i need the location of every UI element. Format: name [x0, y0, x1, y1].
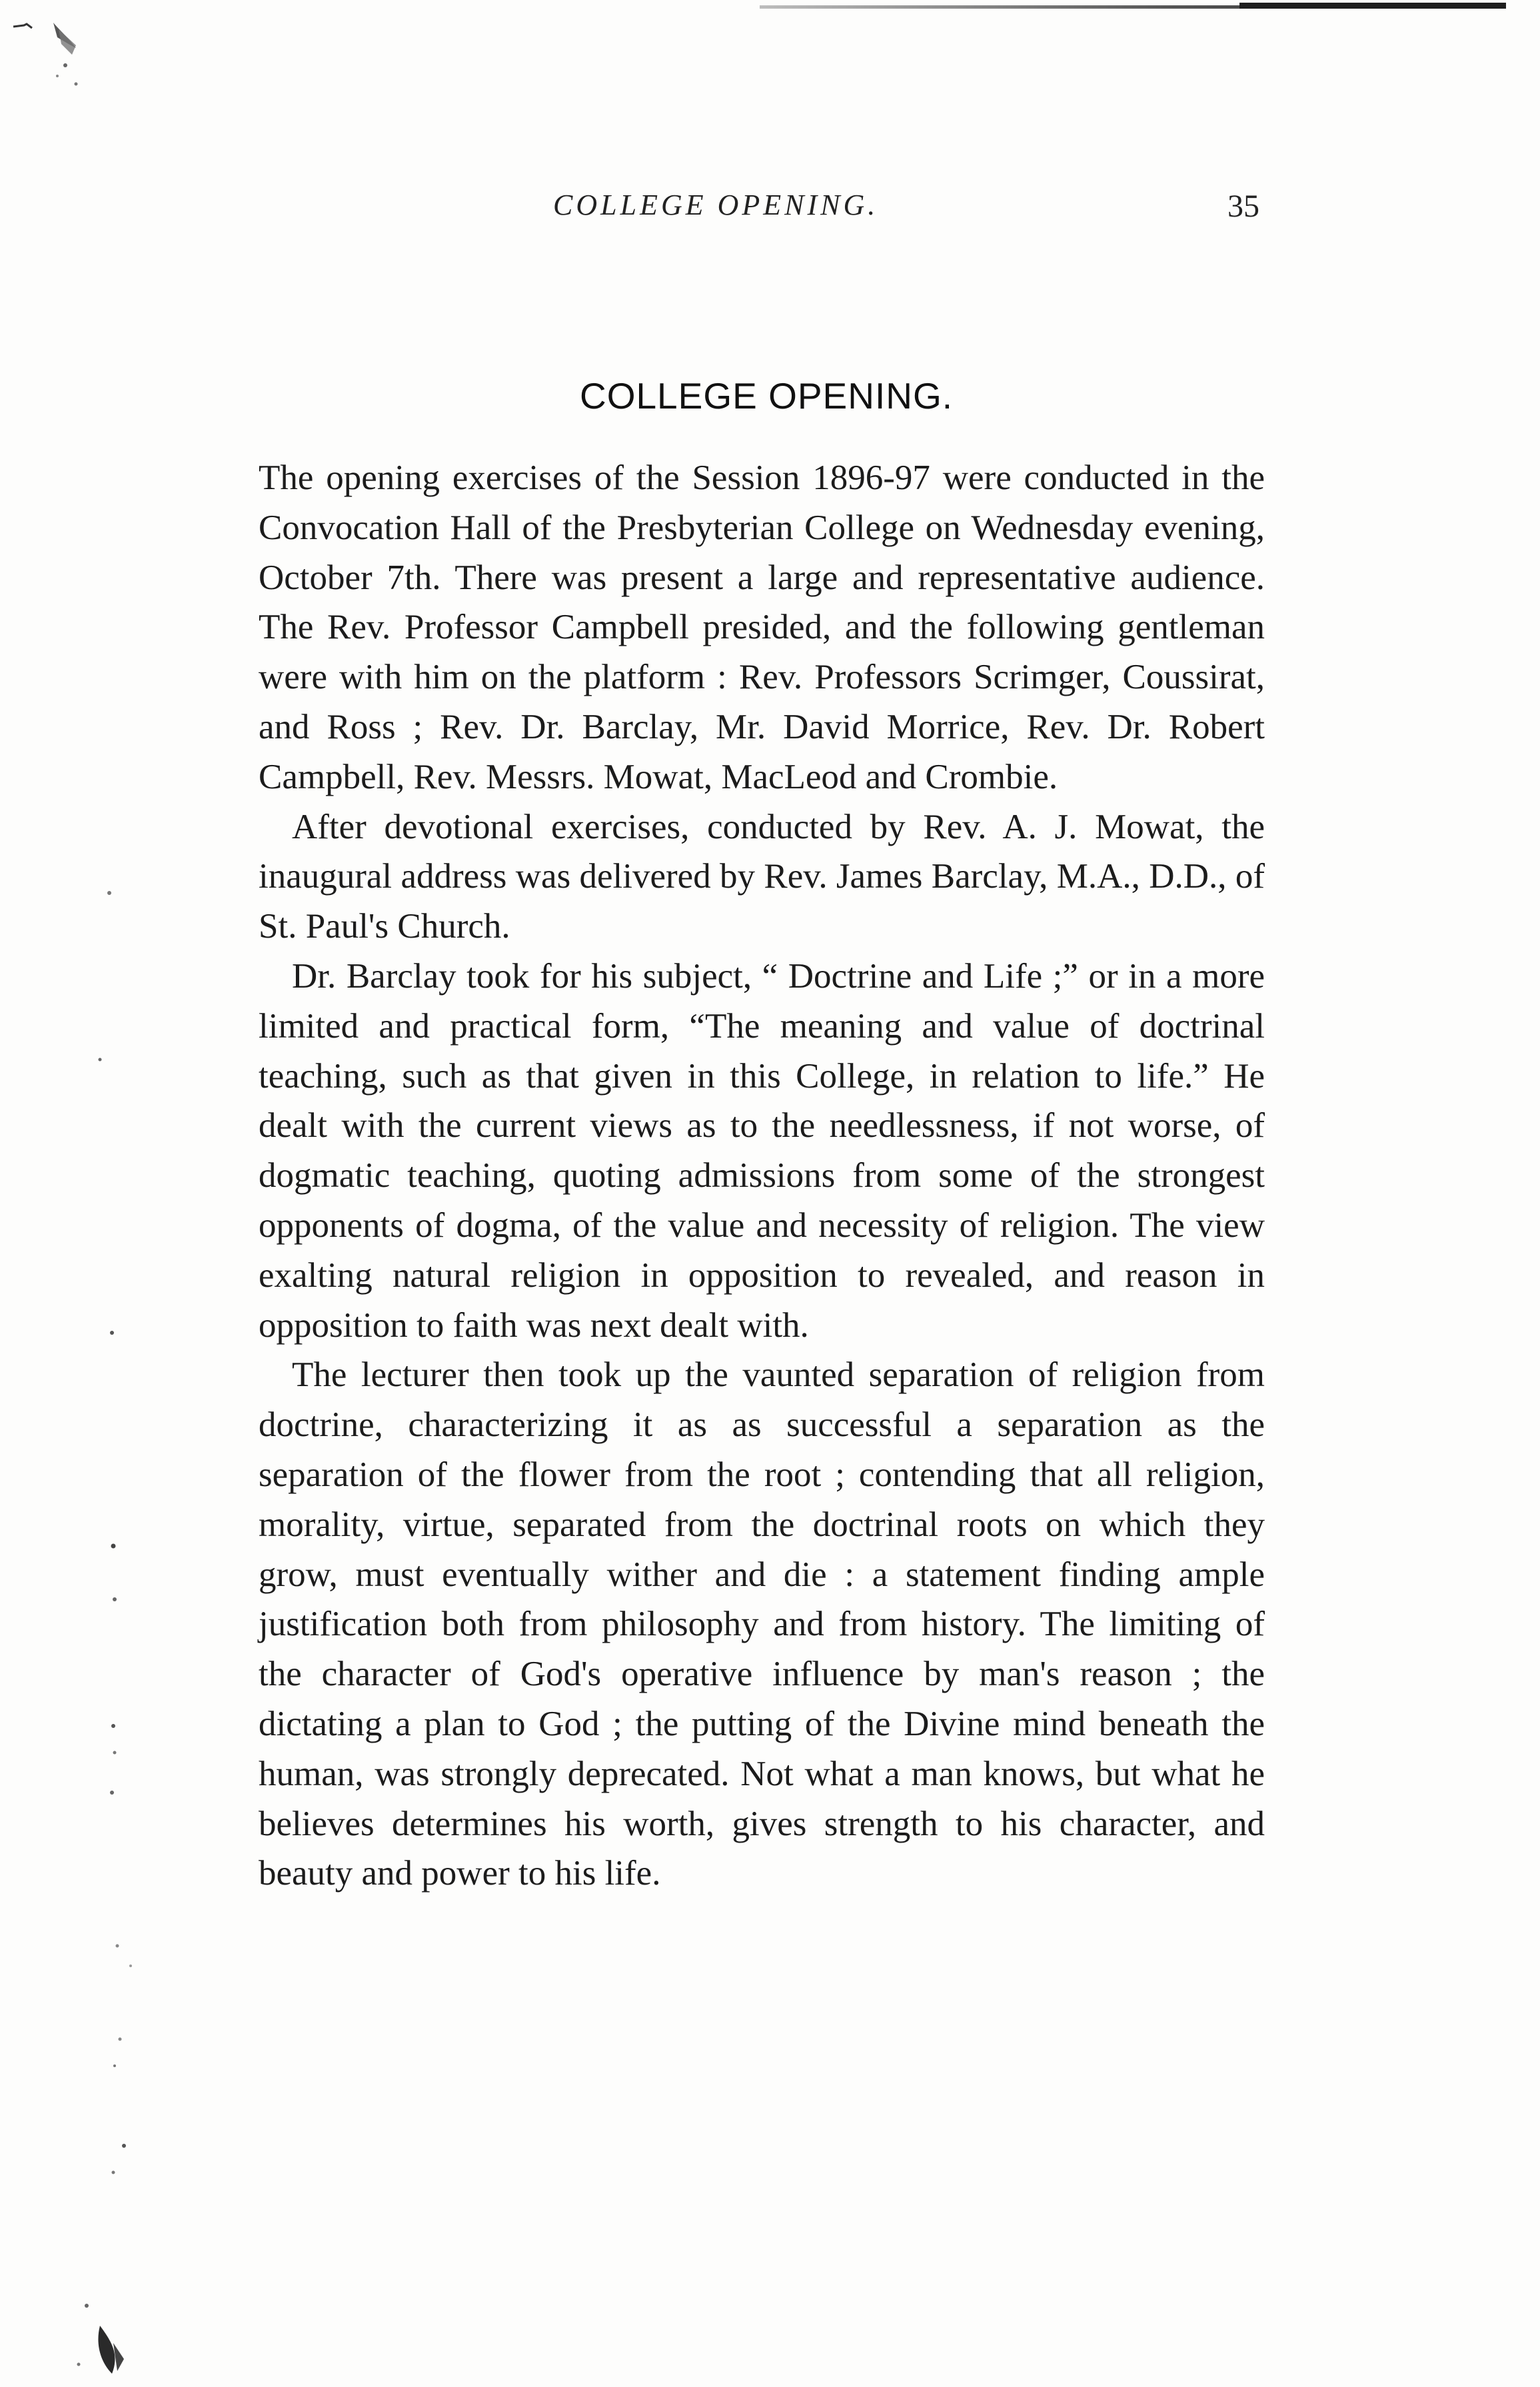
- corner-smudge-mark: [12, 19, 125, 92]
- article-title: COLLEGE OPENING.: [579, 375, 954, 416]
- running-head: [267, 188, 1273, 241]
- paragraph-separation-of-religion: The lecturer then took up the vaunted separation of religion from doctrine, characterizing it as as successful a separation as the separation of the flower from the root ; contending that all religion, morality, virtue, separated from the doctrinal roots on which they grow, must eventually wither and die : a statement finding ample justification both from philosophy and from history. The limiting of the character of God's operative influence by man's reason ; the dictating a plan to God ; the putting of the Divine mind beneath the human, was strongly deprecated. Not what a man knows, but what he believes determines his worth, gives strength to his character, and beauty and power to his life.: [259, 1355, 1265, 1893]
- paragraph-session-opening: The opening exercises of the Session 1896-97 were conducted in the Convocation Hall of the Presbyterian College on Wednesday evening, October 7th. There was present a large and representative audience. The Rev. Professor Campbell presided, and the following gentleman were with him on the platform : Rev. Professors Scrimger, Coussirat, and Ross ; Rev. Dr. Barclay, Mr. David Morrice, Rev. Dr. Robert Campbell, Rev. Messrs. Mowat, MacLeod and Crombie.: [259, 458, 1265, 796]
- paragraph-doctrine-and-life: Dr. Barclay took for his subject, “ Doctrine and Life ;” or in a more limited and practical form, “The meaning and value of doctrinal teaching, such as that given in this College, in relation to life.” He dealt with the current views as to the needlessness, if not worse, of dogmatic teaching, quoting admissions from some of the strongest opponents of dogma, of the value and necessity of religion. The view exalting natural religion in opposition to revealed, and reason in opposition to faith was next dealt with.: [259, 956, 1265, 1345]
- scan-edge-rule-thick: [1239, 3, 1506, 9]
- running-head-title: COLLEGE OPENING.: [553, 189, 879, 221]
- margin-specks: [0, 866, 173, 2386]
- bottom-smudge-mark: [73, 2279, 147, 2379]
- paragraph-inaugural-address: After devotional exercises, conducted by Rev. A. J. Mowat, the inaugural address was delivered by Rev. James Barclay, M.A., D.D., of St. Paul's Church.: [259, 807, 1265, 946]
- article-body: [259, 453, 1265, 1899]
- page-number: 35: [1227, 189, 1259, 224]
